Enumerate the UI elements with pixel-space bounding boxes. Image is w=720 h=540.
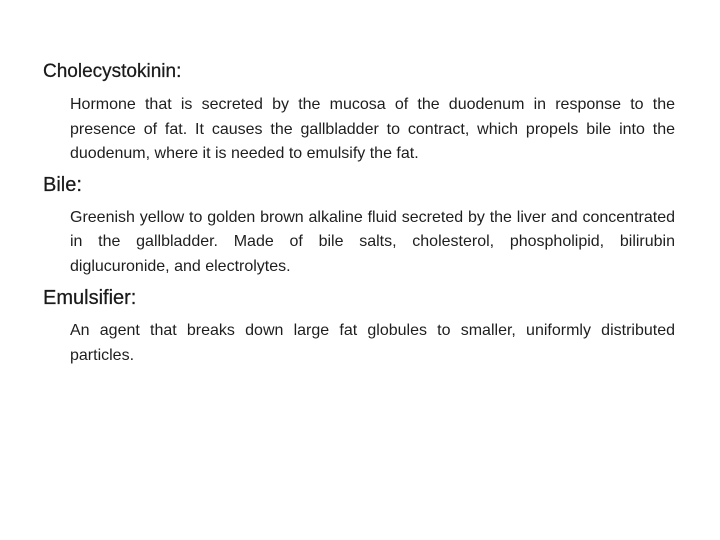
term-definition: Hormone that is secreted by the mucosa of the duodenum in response to the presence of fat. It causes the gallbladder to contract, which propels bile into the duodenum, where it is needed to emulsify the fat. — [70, 96, 675, 162]
term-bile — [43, 173, 675, 280]
term-title: Bile: — [43, 173, 82, 196]
term-definition: Greenish yellow to golden brown alkaline fluid secreted by the liver and concentrated in the gallbladder. Made of bile salts, cholesterol, phospholipid, bilirubin diglucuronide, and electrolytes. — [70, 208, 675, 275]
term-list — [43, 60, 675, 368]
term-title: Cholecystokinin: — [43, 61, 182, 82]
term-emulsifier — [43, 286, 675, 368]
term-cholecystokinin — [43, 60, 675, 167]
term-definition: An agent that breaks down large fat globules to smaller, uniformly distributed particles. — [70, 322, 675, 364]
term-title: Emulsifier: — [43, 287, 137, 309]
